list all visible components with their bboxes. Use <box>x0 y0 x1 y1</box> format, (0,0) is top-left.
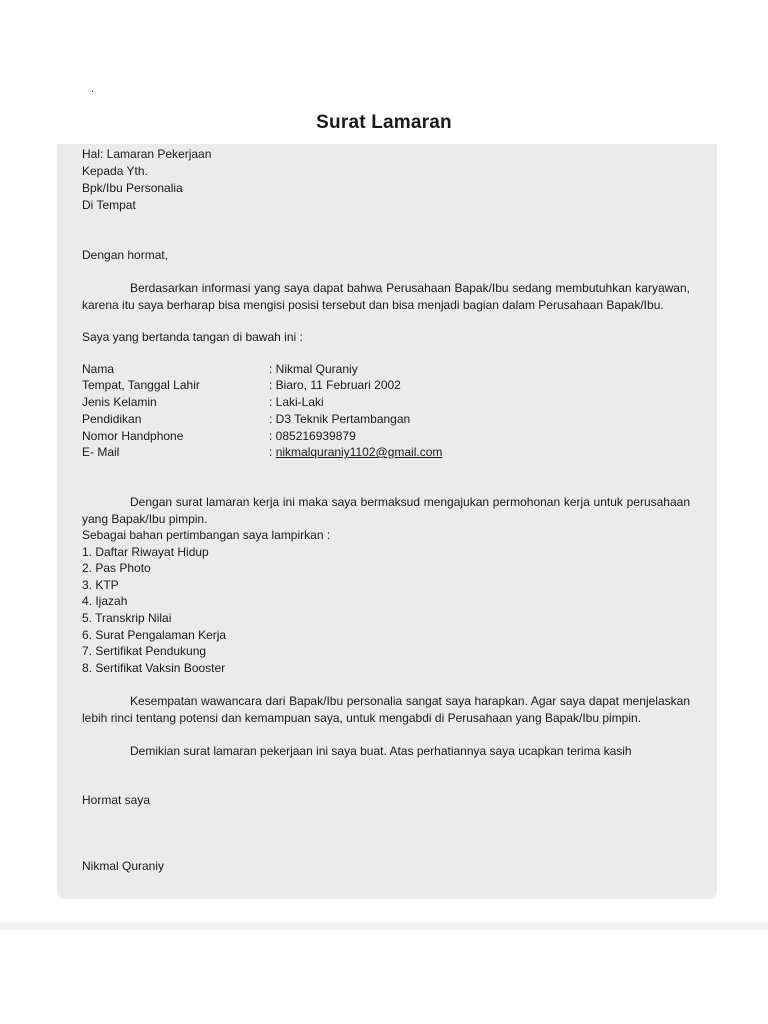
intro-paragraph <box>82 280 690 313</box>
attachment-item: 7. Sertifikat Pendukung <box>82 644 207 658</box>
birth-label: Tempat, Tanggal Lahir <box>82 378 200 392</box>
phone-value: : 085216939879 <box>269 429 356 443</box>
gender-value: : Laki-Laki <box>269 395 324 409</box>
sign-off: Hormat saya <box>82 793 151 807</box>
attachment-item: 3. KTP <box>82 578 119 592</box>
birth-value: : Biaro, 11 Februari 2002 <box>269 378 401 392</box>
education-value: : D3 Teknik Pertambangan <box>269 412 411 426</box>
email-colon: : <box>269 445 273 459</box>
recipient-line: Bpk/Ibu Personalia <box>82 181 183 195</box>
attachment-item: 4. Ijazah <box>82 594 128 608</box>
greeting: Dengan hormat, <box>82 248 169 262</box>
attachment-item: 2. Pas Photo <box>82 561 151 575</box>
attachment-item: 5. Transkrip Nilai <box>82 611 172 625</box>
request-paragraph <box>82 494 690 527</box>
attachment-item: 8. Sertifikat Vaksin Booster <box>82 661 226 675</box>
attachments-intro: Sebagai bahan pertimbangan saya lampirkan : <box>82 528 331 542</box>
document-title: Surat Lamaran <box>316 112 452 133</box>
name-value: : Nikmal Quraniy <box>269 362 358 376</box>
education-label: Pendidikan <box>82 412 142 426</box>
name-label: Nama <box>82 362 115 376</box>
addressee-line: Kepada Yth. <box>82 164 148 178</box>
signer-name: Nikmal Quraniy <box>82 859 165 873</box>
closing-paragraph: Demikian surat lamaran pekerjaan ini saya buat. Atas perhatiannya saya ucapkan terima kasih <box>130 744 632 758</box>
email-label: E- Mail <box>82 445 120 459</box>
attachment-item: 6. Surat Pengalaman Kerja <box>82 628 227 642</box>
email-link[interactable]: nikmalquraniy1102@gmail.com <box>275 445 443 459</box>
phone-label: Nomor Handphone <box>82 429 184 443</box>
stray-mark: . <box>91 83 95 95</box>
gender-label: Jenis Kelamin <box>82 395 157 409</box>
interview-paragraph-text: Kesempatan wawancara dari Bapak/Ibu personalia sangat saya harapkan. Agar saya dapat menjelaskan lebih rinci tentang potensi dan kemampuan saya, untuk mengabdi di Perusahaan yang Bapak/Ibu pimpin. <box>82 694 690 725</box>
identity-intro: Saya yang bertanda tangan di bawah ini : <box>82 330 303 344</box>
request-paragraph-text: Dengan surat lamaran kerja ini maka saya bermaksud mengajukan permohonan kerja untuk perusahaan yang Bapak/Ibu pimpin. <box>82 495 690 526</box>
place-line: Di Tempat <box>82 198 136 212</box>
email-value-row <box>269 445 442 460</box>
intro-paragraph-text: Berdasarkan informasi yang saya dapat bahwa Perusahaan Bapak/Ibu sedang membutuhkan karyawan, karena itu saya berharap bisa mengisi posisi tersebut dan bisa menjadi bagian dalam Perusahaan Bapak/Ibu. <box>82 281 690 312</box>
page-bottom-divider <box>0 922 768 930</box>
attachment-item: 1. Daftar Riwayat Hidup <box>82 545 209 559</box>
subject-line: Hal: Lamaran Pekerjaan <box>82 147 212 161</box>
interview-paragraph <box>82 693 690 726</box>
